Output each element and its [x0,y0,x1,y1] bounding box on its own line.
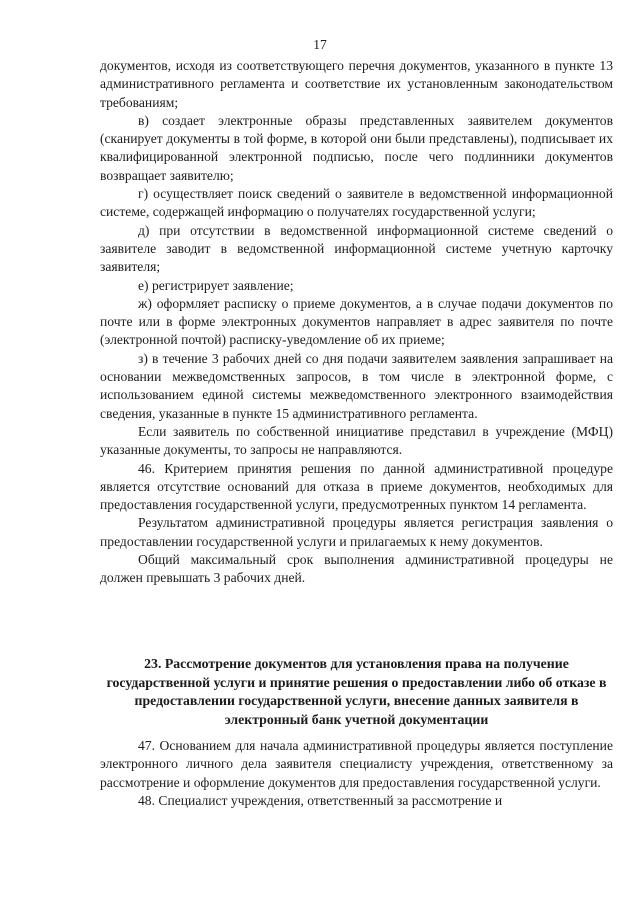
page-number: 17 [313,37,327,52]
paragraph-48: 48. Специалист учреждения, ответственный за рассмотрение и [138,792,503,808]
paragraph-item-e: е) регистрирует заявление; [138,277,294,293]
paragraph-item-g: г) осуществляет поиск сведений о заявителе в ведомственной информационной системе, содержащей информацию о получателях государственной услуги; [100,186,613,220]
paragraph-46: 46. Критерием принятия решения по данной административной процедуре является отсутствие оснований для отказа в приеме документов, необходимых для предоставления государственной услуги, предусмотренных пунктом 14 регламента. [100,460,613,513]
body-text-lower [100,737,613,810]
paragraph-continuation: документов, исходя из соответствующего перечня документов, указанного в пункте 13 административного регламента и соответствие их установленным законодательством требованиям; [100,58,613,110]
paragraph-item-zh: ж) оформляет расписку о приеме документов, а в случае подачи документов по почте или в форме электронных документов направляет в адрес заявителя по почте (электронной почтой) расписку-уведомление об их приеме; [100,295,613,348]
paragraph-item-z: з) в течение 3 рабочих дней со дня подачи заявителем заявления запрашивает на основании межведомственных запросов, в том числе в электронной форме, с использованием единой системы межведомственного электронного взаимодействия сведения, указанные в пункте 15 административного регламента. [100,350,613,421]
paragraph-result: Результатом административной процедуры является регистрация заявления о предоставлении государственной услуги и прилагаемых к нему документов. [100,515,613,549]
paragraph-47: 47. Основанием для начала административной процедуры является поступление электронного личного дела заявителя специалисту учреждения, ответственному за рассмотрение и оформление документов для предоставления государственной услуги. [100,738,613,790]
body-text-upper [100,57,613,588]
paragraph-item-v: в) создает электронные образы представленных заявителем документов (сканирует документы в той форме, в которой они были представлены), подписывает их квалифицированной электронной подписью, после чего подлинники документов возвращает заявителю; [100,112,613,183]
section-heading-23: 23. Рассмотрение документов для установления права на получение государственной услуги и принятие решения о предоставлении либо об отказе в предоставлении государственной услуги, внесение данных заявителя в электронный банк учетной документации [106,656,607,727]
paragraph-item-d: д) при отсутствии в ведомственной информационной системе сведений о заявителе заводит в ведомственной информационной системе учетную карточку заявителя; [100,222,613,275]
paragraph-own-initiative: Если заявитель по собственной инициативе представил в учреждение (МФЦ) указанные документы, то запросы не направляются. [100,423,613,458]
paragraph-max-term: Общий максимальный срок выполнения административной процедуры не должен превышать 3 рабочих дней. [100,552,613,586]
